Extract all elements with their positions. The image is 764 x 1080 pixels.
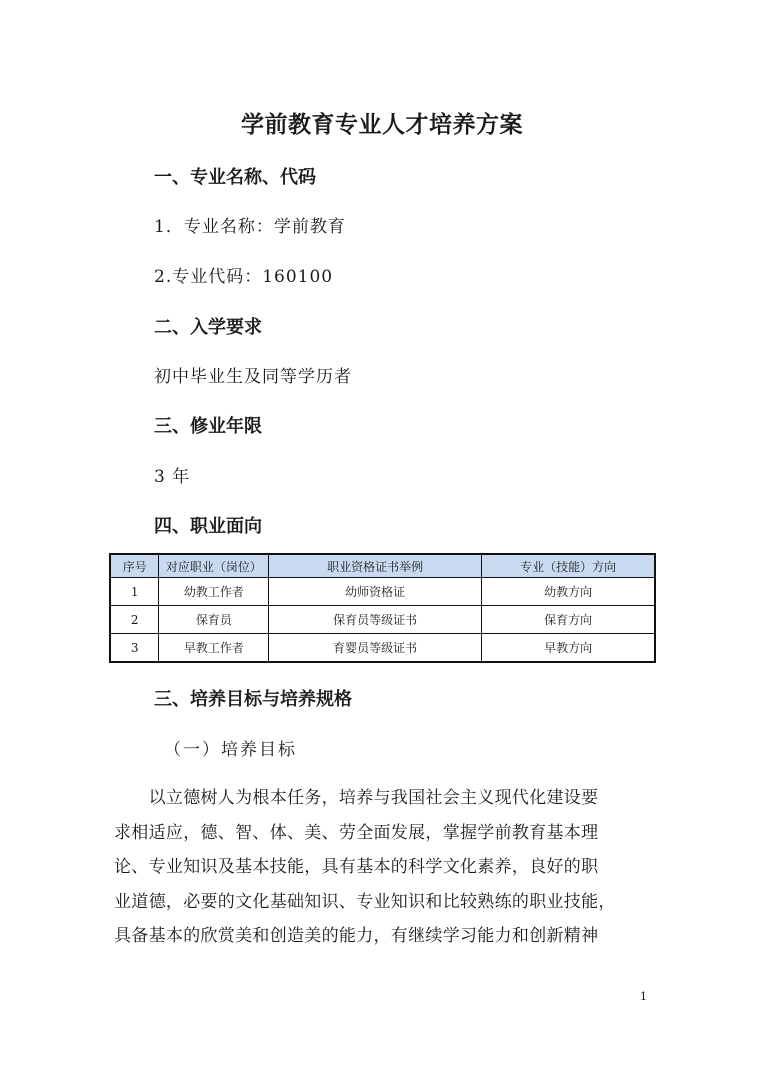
table-cell: 3 bbox=[110, 634, 159, 663]
paragraph-line: 以立德树人为根本任务，培养与我国社会主义现代化建设要 bbox=[114, 788, 599, 808]
paragraph-line: 论、专业知识及基本技能，具有基本的科学文化素养，良好的职 bbox=[114, 857, 599, 878]
major-name-line: 1．专业名称：学前教育 bbox=[154, 217, 346, 237]
table-cell: 保育方向 bbox=[482, 606, 655, 634]
table-row bbox=[110, 578, 655, 606]
paragraph-line: 具备基本的欣赏美和创造美的能力，有继续学习能力和创新精神 bbox=[114, 926, 599, 947]
subheading-training-goal: （一）培养目标 bbox=[164, 740, 297, 760]
table-cell: 2 bbox=[110, 606, 159, 634]
table-header-cell: 序号 bbox=[110, 554, 159, 578]
section-heading-major-code: 一、专业名称、代码 bbox=[154, 167, 316, 188]
table-cell: 早教方向 bbox=[482, 634, 655, 663]
table-row bbox=[110, 634, 655, 663]
table-cell: 保育员 bbox=[159, 606, 269, 634]
admission-text: 初中毕业生及同等学历者 bbox=[154, 367, 352, 387]
career-table bbox=[109, 553, 656, 663]
table-cell: 1 bbox=[110, 578, 159, 606]
section-heading-goals: 三、培养目标与培养规格 bbox=[154, 689, 352, 710]
paragraph-line: 求相适应，德、智、体、美、劳全面发展，掌握学前教育基本理 bbox=[114, 822, 599, 843]
section-heading-duration: 三、修业年限 bbox=[154, 416, 262, 437]
table-cell: 幼师资格证 bbox=[269, 578, 482, 606]
section-heading-admission: 二、入学要求 bbox=[154, 317, 262, 338]
major-code-line: 2.专业代码：160100 bbox=[154, 267, 334, 287]
training-goal-paragraph bbox=[114, 781, 660, 954]
table-header-row bbox=[110, 554, 655, 578]
table-cell: 育婴员等级证书 bbox=[269, 634, 482, 663]
table-cell: 幼教工作者 bbox=[159, 578, 269, 606]
duration-text: 3 年 bbox=[154, 467, 191, 487]
table-row bbox=[110, 606, 655, 634]
table-header-cell: 职业资格证书举例 bbox=[269, 554, 482, 578]
table-cell: 保育员等级证书 bbox=[269, 606, 482, 634]
paragraph-line: 业道德，必要的文化基础知识、专业知识和比较熟练的职业技能， bbox=[114, 891, 616, 912]
table-cell: 早教工作者 bbox=[159, 634, 269, 663]
table-cell: 幼教方向 bbox=[482, 578, 655, 606]
table-header-cell: 对应职业（岗位） bbox=[159, 554, 269, 578]
table-header-cell: 专业（技能）方向 bbox=[482, 554, 655, 578]
page-number: 1 bbox=[640, 990, 647, 1003]
section-heading-career: 四、职业面向 bbox=[154, 516, 262, 537]
document-title: 学前教育专业人才培养方案 bbox=[241, 112, 523, 138]
